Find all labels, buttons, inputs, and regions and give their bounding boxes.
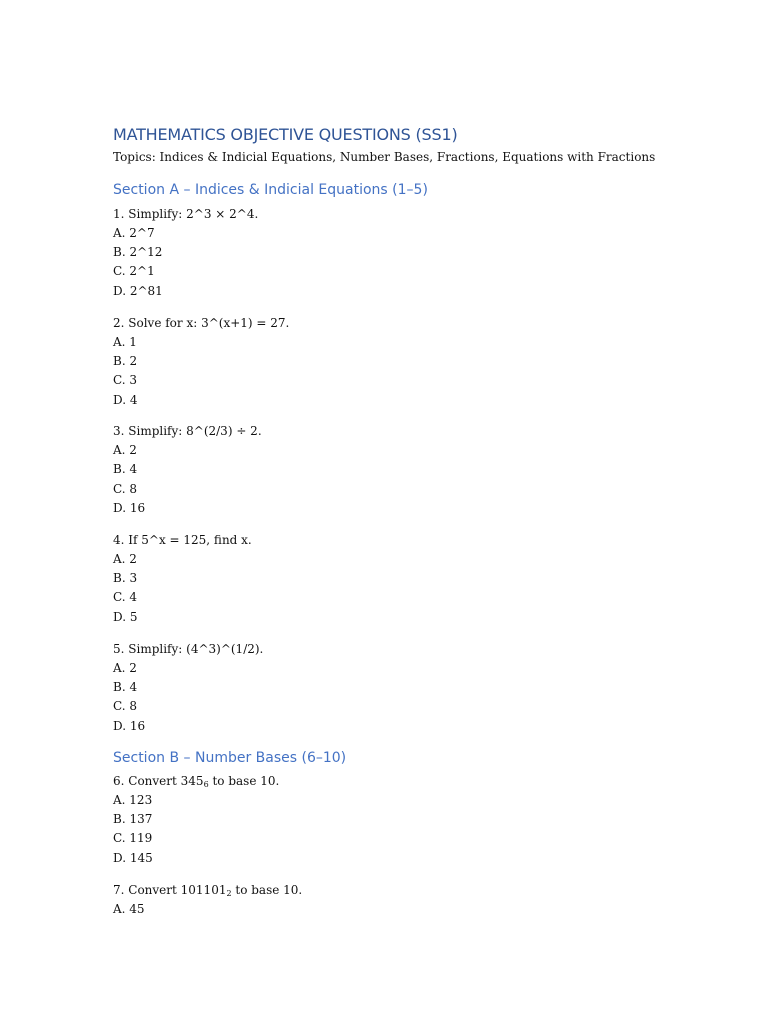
question-3-option-a: A. 2 [113, 443, 137, 457]
question-5-text: 5. Simplify: (4^3)^(1/2). [113, 642, 264, 656]
question-3-option-b: B. 4 [113, 462, 138, 476]
question-5-option-d: D. 16 [113, 719, 146, 733]
question-2-option-a: A. 1 [113, 335, 137, 349]
question-2-option-c: C. 3 [113, 373, 138, 387]
question-6-base-subscript: 6 [203, 780, 209, 789]
question-1-option-a: A. 2^7 [113, 226, 155, 240]
question-7-prefix: 7. Convert 101101 [113, 883, 227, 897]
question-1-option-c: C. 2^1 [113, 264, 155, 278]
question-3-option-d: D. 16 [113, 501, 146, 515]
document-title: MATHEMATICS OBJECTIVE QUESTIONS (SS1) [113, 125, 458, 144]
section-b-heading: Section B – Number Bases (6–10) [113, 750, 347, 766]
question-6-text [113, 774, 279, 790]
question-7-suffix: to base 10. [231, 883, 303, 897]
question-2-option-b: B. 2 [113, 354, 138, 368]
question-5-option-b: B. 4 [113, 680, 138, 694]
question-2-option-d: D. 4 [113, 393, 138, 407]
question-4-text: 4. If 5^x = 125, find x. [113, 533, 252, 547]
question-4-option-d: D. 5 [113, 610, 138, 624]
question-4-option-c: C. 4 [113, 590, 138, 604]
question-1-text: 1. Simplify: 2^3 × 2^4. [113, 207, 259, 221]
question-7-base-subscript: 2 [226, 889, 232, 898]
question-3-option-c: C. 8 [113, 482, 138, 496]
question-6-option-b: B. 137 [113, 812, 153, 826]
question-6-option-a: A. 123 [113, 793, 153, 807]
question-1-option-d: D. 2^81 [113, 284, 163, 298]
section-a-heading: Section A – Indices & Indicial Equations (1–5) [113, 182, 428, 198]
question-3-text: 3. Simplify: 8^(2/3) ÷ 2. [113, 424, 262, 438]
question-6-option-c: C. 119 [113, 831, 153, 845]
question-4-option-a: A. 2 [113, 552, 137, 566]
question-5-option-c: C. 8 [113, 699, 138, 713]
question-1-option-b: B. 2^12 [113, 245, 163, 259]
question-5-option-a: A. 2 [113, 661, 137, 675]
question-4-option-b: B. 3 [113, 571, 138, 585]
topics-line: Topics: Indices & Indicial Equations, Number Bases, Fractions, Equations with Fractions [113, 150, 656, 164]
question-2-text: 2. Solve for x: 3^(x+1) = 27. [113, 316, 290, 330]
question-6-suffix: to base 10. [208, 774, 280, 788]
question-6-option-d: D. 145 [113, 851, 153, 865]
question-7-text [113, 883, 302, 899]
question-6-prefix: 6. Convert 345 [113, 774, 204, 788]
question-7-option-a: A. 45 [113, 902, 145, 916]
